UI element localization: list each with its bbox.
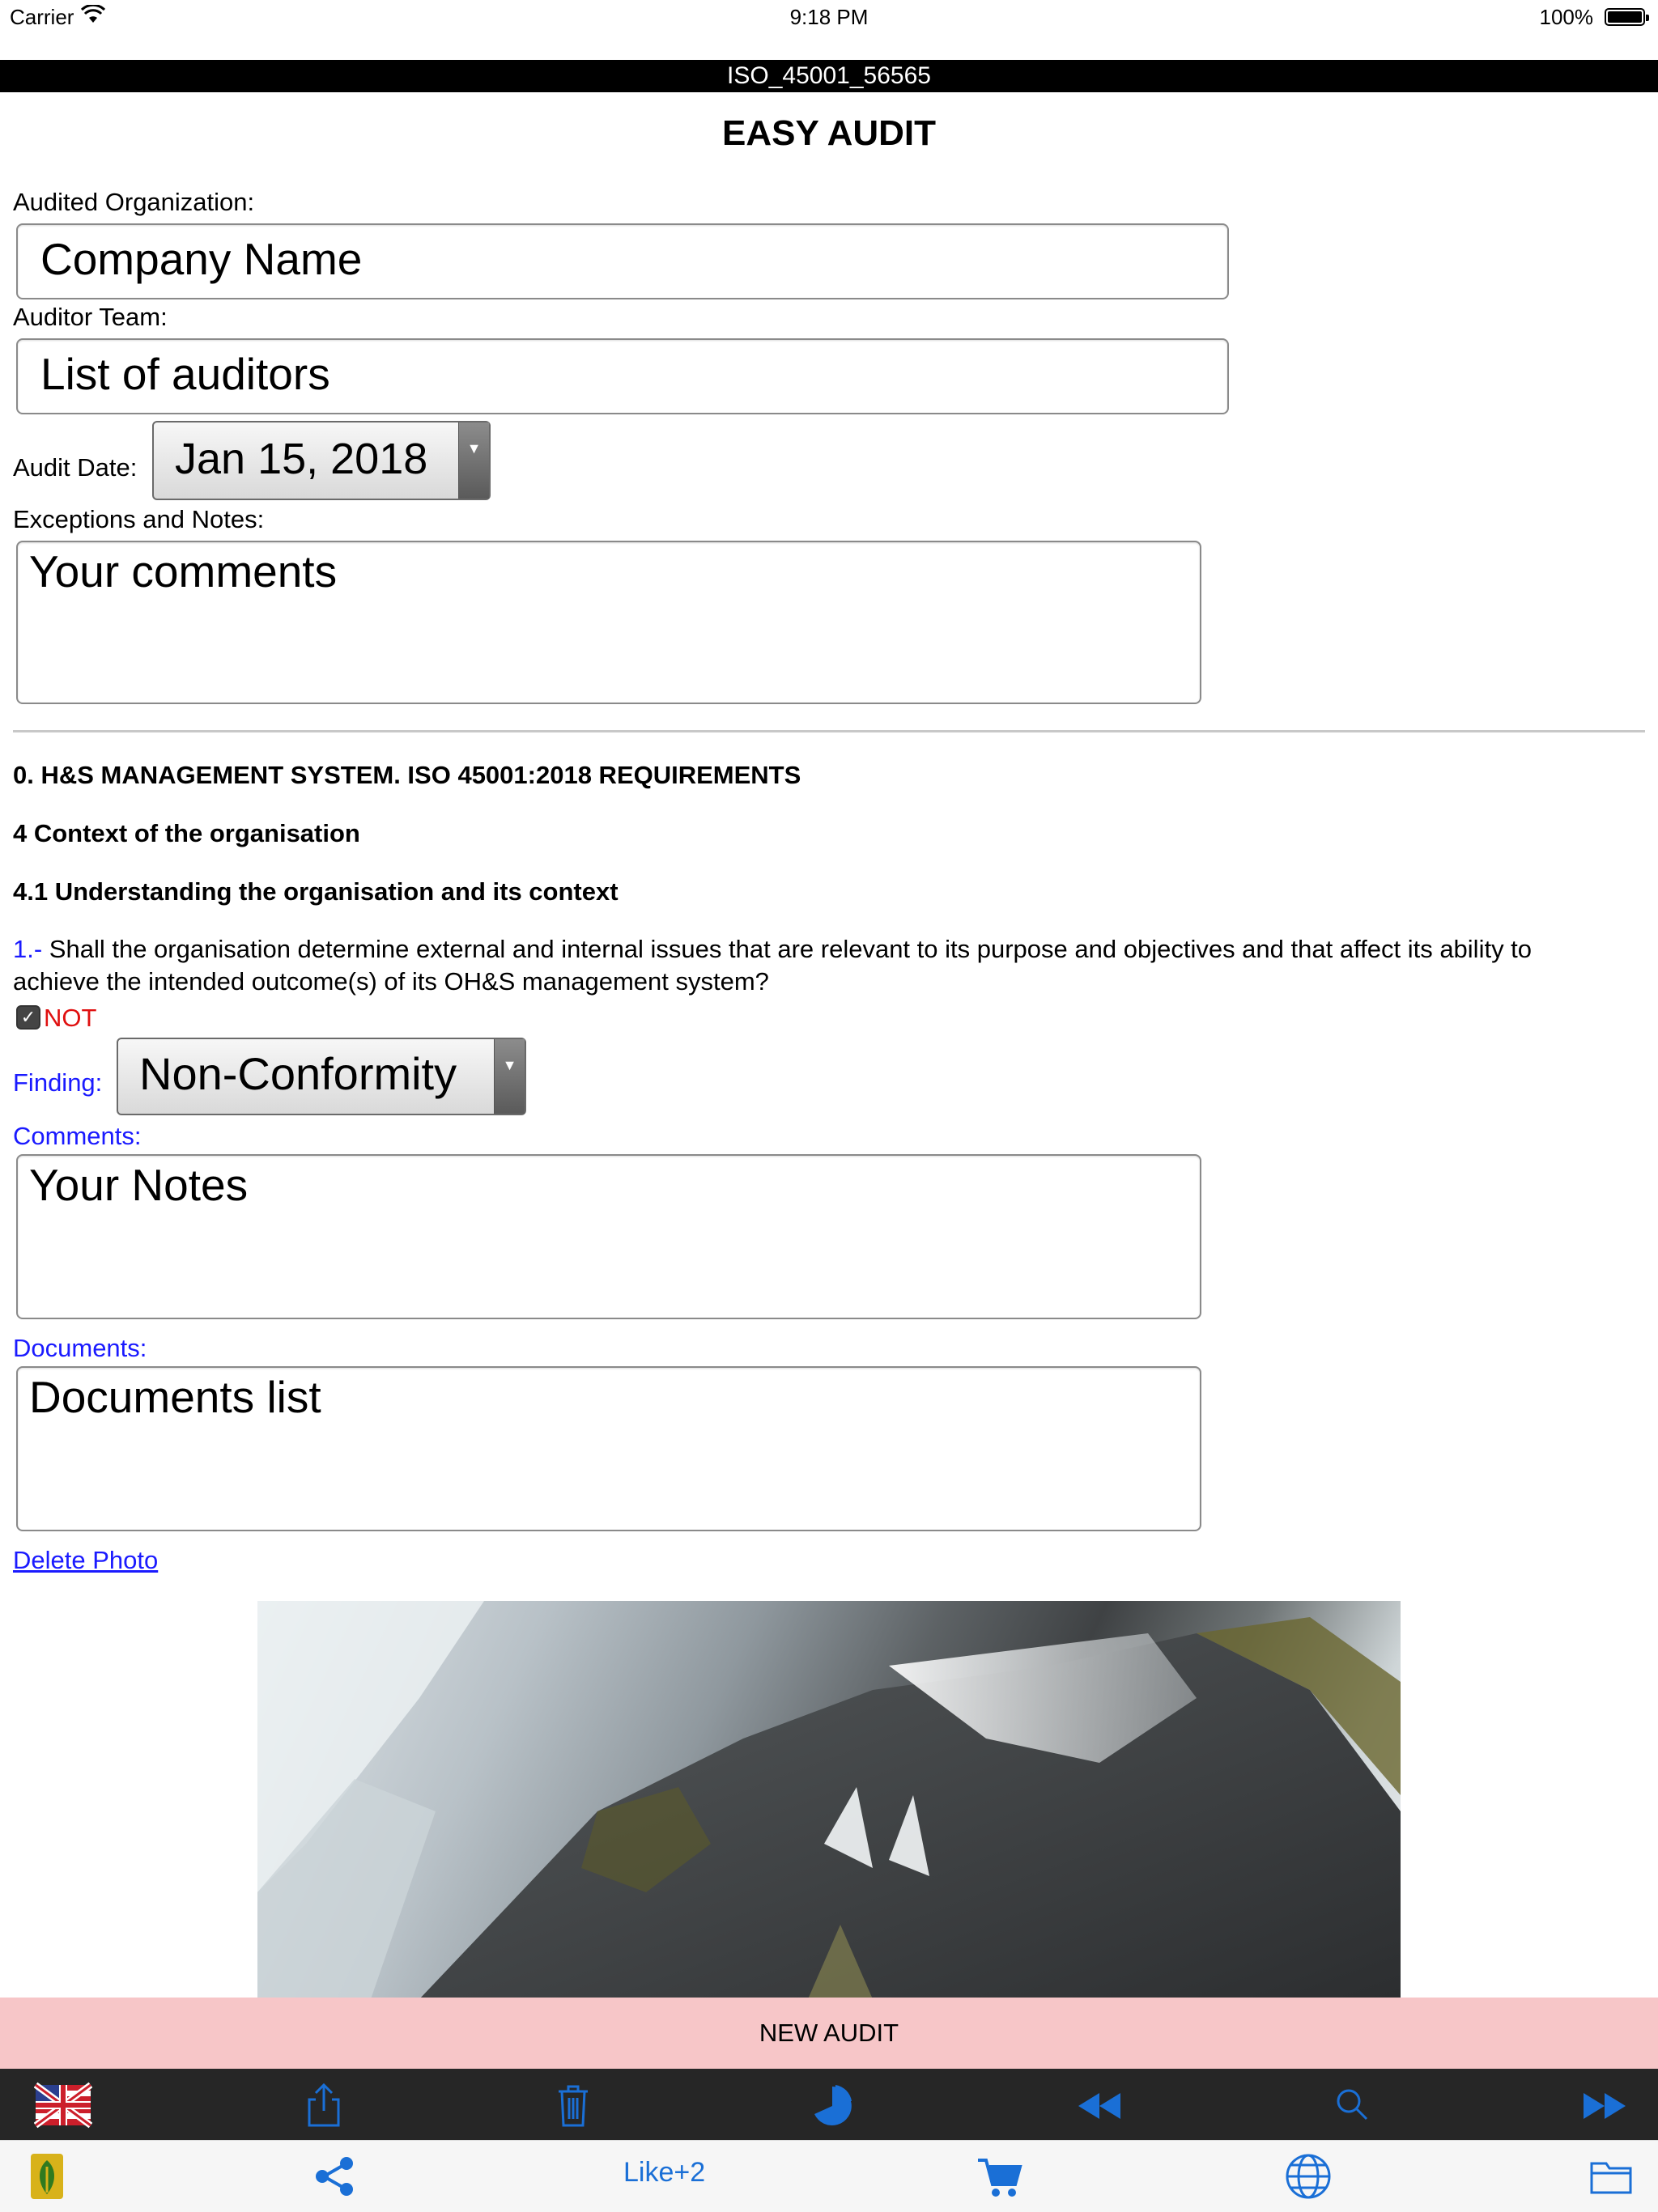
audit-date-value: Jan 15, 2018 [175, 435, 428, 483]
share-export-icon[interactable] [300, 2080, 351, 2129]
toolbar-top [0, 2069, 1658, 2140]
chevron-down-icon: ▼ [458, 422, 489, 499]
battery-percentage: 100% [1539, 5, 1593, 29]
finding-value: Non-Conformity [139, 1048, 457, 1099]
flag-icon[interactable] [34, 2080, 86, 2129]
section-subsubheading: 4.1 Understanding the organisation and its context [13, 877, 619, 906]
document-title-bar: ISO_45001_56565 [0, 60, 1658, 92]
not-checkbox[interactable] [16, 1005, 40, 1030]
notes-value: Your comments [29, 546, 338, 597]
comments-textarea[interactable] [16, 1154, 1201, 1319]
section-divider [13, 730, 1645, 732]
checkmark-icon: ✓ [20, 1007, 36, 1027]
audit-photo [257, 1601, 1401, 1999]
section-heading: 0. H&S MANAGEMENT SYSTEM. ISO 45001:2018 REQUIREMENTS [13, 761, 801, 789]
question-text [13, 933, 1640, 998]
auditor-team-value: List of auditors [40, 349, 330, 399]
delete-photo-link[interactable]: Delete Photo [13, 1546, 159, 1574]
app-title: EASY AUDIT [721, 113, 937, 153]
notes-textarea[interactable] [16, 541, 1201, 704]
like-button[interactable]: Like+2 [623, 2157, 706, 2188]
search-icon[interactable] [1328, 2080, 1380, 2129]
trash-icon[interactable] [549, 2080, 601, 2129]
finding-label: Finding: [13, 1068, 103, 1097]
audited-org-value: Company Name [40, 234, 363, 284]
chevron-down-icon: ▼ [494, 1039, 525, 1114]
documents-label: Documents: [13, 1334, 147, 1362]
finding-select[interactable] [117, 1038, 526, 1115]
audited-org-label: Audited Organization: [13, 188, 255, 216]
globe-icon[interactable] [1282, 2152, 1334, 2201]
auditor-team-label: Auditor Team: [13, 303, 168, 331]
documents-value: Documents list [29, 1372, 321, 1422]
documents-textarea[interactable] [16, 1366, 1201, 1531]
new-audit-button[interactable]: NEW AUDIT [0, 1998, 1658, 2069]
question-body-line2: achieve the intended outcome(s) of its OH&S management system? [13, 967, 769, 996]
share-icon[interactable] [311, 2152, 363, 2201]
cart-icon[interactable] [975, 2152, 1027, 2201]
fast-forward-icon[interactable] [1579, 2080, 1630, 2129]
app-logo-icon[interactable] [24, 2152, 76, 2201]
audit-date-picker[interactable] [152, 421, 491, 500]
not-label: NOT [44, 1004, 97, 1032]
comments-label: Comments: [13, 1122, 142, 1150]
pie-chart-icon[interactable] [808, 2080, 860, 2129]
battery-icon [1605, 8, 1645, 26]
folder-icon[interactable] [1587, 2152, 1639, 2201]
clock: 9:18 PM [789, 5, 869, 29]
question-body: Shall the organisation determine external and internal issues that are relevant to its purpose and objectives and that affect its ability to [42, 935, 1533, 963]
question-number: 1.- [13, 935, 43, 963]
audited-org-input[interactable] [16, 223, 1229, 299]
auditor-team-input[interactable] [16, 338, 1229, 414]
carrier-label: Carrier [10, 5, 74, 29]
rewind-icon[interactable] [1073, 2080, 1125, 2129]
toolbar-bottom [0, 2140, 1658, 2212]
status-bar [0, 0, 1658, 36]
comments-value: Your Notes [29, 1160, 249, 1210]
section-subheading: 4 Context of the organisation [13, 819, 360, 847]
audit-date-label: Audit Date: [13, 453, 138, 482]
notes-label: Exceptions and Notes: [13, 505, 265, 533]
